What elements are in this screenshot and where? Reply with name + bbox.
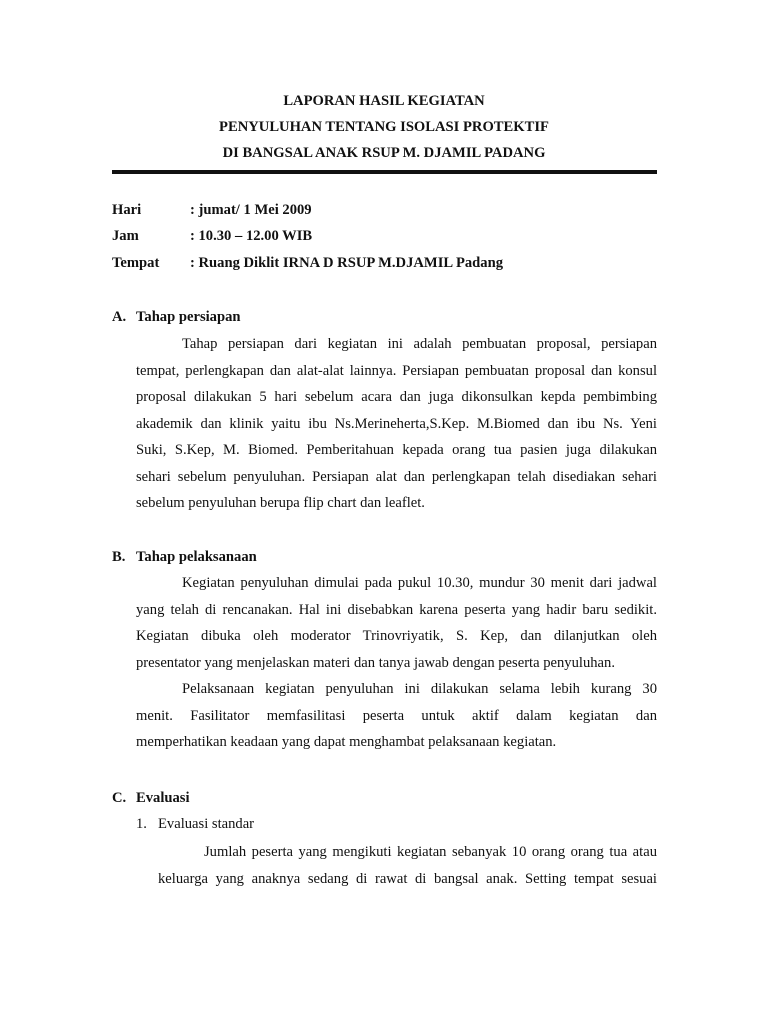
section-a-heading [112, 307, 241, 327]
detail-value: : 10.30 – 12.00 WIB [190, 228, 313, 245]
subsection-title: Evaluasi standar [158, 816, 255, 832]
text-line: presentator yang menjelaskan materi dan tanya jawab dengan peserta penyuluhan. [136, 654, 615, 671]
section-letter: B. [112, 549, 126, 565]
text-line: memperhatikan keadaan yang dapat menghambat pelaksanaan kegiatan. [136, 734, 557, 750]
section-a-paragraph [136, 331, 657, 517]
detail-value: : jumat/ 1 Mei 2009 [190, 202, 312, 218]
title-line-1: LAPORAN HASIL KEGIATAN [283, 93, 485, 109]
text-line: menit. Fasilitator memfasilitasi peserta untuk aktif dalam kegiatan dan [136, 707, 657, 724]
text-line: Tahap persiapan dari kegiatan ini adalah pembuatan proposal, persiapan [182, 336, 657, 352]
text-line: Kegiatan penyuluhan dimulai pada pukul 10.30, mundur 30 menit dari jadwal [182, 575, 657, 591]
text-line: proposal dilakukan 5 hari sebelum acara dan juga dikonsulkan kepda pembimbing [136, 389, 657, 405]
section-c-paragraph [158, 839, 657, 892]
text-line: yang telah di rencanakan. Hal ini disebabkan karena peserta yang hadir baru sedikit. [136, 601, 657, 618]
text-line: Pelaksanaan kegiatan penyuluhan ini dilakukan selama lebih kurang 30 [182, 681, 657, 697]
text-line: Jumlah peserta yang mengikuti kegiatan sebanyak 10 orang orang tua atau [204, 844, 657, 860]
text-line: sehari sebelum penyuluhan. Persiapan alat dan perlengkapan telah disediakan sehari [136, 468, 657, 485]
subsection-number: 1. [136, 816, 147, 832]
detail-label: Hari [112, 202, 142, 218]
section-title: Tahap pelaksanaan [136, 549, 257, 565]
subsection-heading [136, 814, 254, 834]
text-line: sebelum penyuluhan berupa flip chart dan leaflet. [136, 495, 425, 511]
detail-label: Jam [112, 228, 139, 245]
text-line: Kegiatan dibuka oleh moderator Trinovriyatik, S. Kep, dan dilanjutkan oleh [136, 628, 657, 644]
section-letter: A. [112, 309, 127, 325]
text-line: keluarga yang anaknya sedang di rawat di bangsal anak. Setting tempat sesuai [158, 870, 657, 887]
title-divider [112, 170, 657, 174]
text-line: akademik dan klinik yaitu ibu Ns.Merineherta,S.Kep. M.Biomed dan ibu Ns. Yeni [136, 415, 657, 432]
section-b-heading [112, 547, 257, 567]
title-line-3: DI BANGSAL ANAK RSUP M. DJAMIL PADANG [222, 145, 546, 161]
section-title: Evaluasi [136, 790, 190, 806]
text-line: Suki, S.Kep, M. Biomed. Pemberitahuan kepada orang tua pasien juga dilakukan [136, 442, 657, 458]
document-title [0, 88, 768, 166]
detail-label: Tempat [112, 254, 160, 271]
text-line: tempat, perlengkapan dan alat-alat lainnya. Persiapan pembuatan proposal dan konsul [136, 362, 657, 379]
title-line-2: PENYULUHAN TENTANG ISOLASI PROTEKTIF [219, 119, 549, 135]
section-title: Tahap persiapan [136, 309, 241, 325]
section-b-paragraph [136, 570, 657, 756]
detail-value: : Ruang Diklit IRNA D RSUP M.DJAMIL Padang [190, 254, 503, 271]
section-letter: C. [112, 790, 127, 806]
section-c-heading [112, 788, 190, 808]
